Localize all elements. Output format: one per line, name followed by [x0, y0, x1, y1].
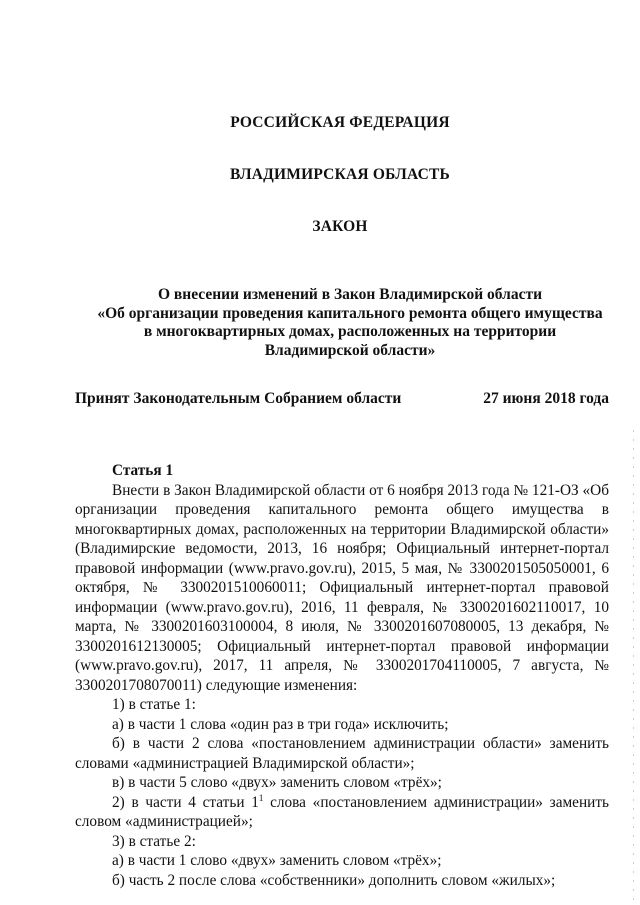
superscript: 1	[258, 792, 264, 803]
list-item: б) в части 2 слова «постановлением администрации области» заменить словами «администрацией Владимирской области»;	[75, 735, 609, 772]
law-title-line: О внесении изменений в Закон Владимирской области	[157, 286, 543, 303]
adopted-by: Принят Законодательным Собранием области	[75, 390, 402, 407]
adoption-date: 27 июня 2018 года	[483, 390, 609, 407]
list-item: б) часть 2 после слова «собственники» дополнить словом «жилых»;	[112, 871, 556, 889]
country-heading: РОССИЙСКАЯ ФЕДЕРАЦИЯ	[230, 114, 450, 131]
law-title	[70, 286, 630, 360]
article-intro-paragraph: Внести в Закон Владимирской области от 6 ноября 2013 года № 121-ОЗ «Об организации проведения капитального ремонта общего имущества в многоквартирных домах, расположенных на территории Владимирской области» (Владимирские ведомости, 2013, 16 ноября; Официальный интернет-портал правовой информации (www.pravo.gov.ru), 2015, 5 мая, № 3300201505050001, 6 октября, № 3300201510060011; Официальный интернет-портал правовой информации (www.pravo.gov.ru), 2016, 11 февраля, № 3300201602110017, 10 марта, № 3300201603100004, 8 июля, № 3300201607080005, 13 декабря, № 3300201612130005; Официальный интернет-портал правовой информации (www.pravo.gov.ru), 2017, 11 апреля, № 3300201704110005, 7 августа, № 3300201708070011) следующие изменения:	[75, 481, 609, 694]
adoption-line	[75, 390, 609, 408]
list-item-text: слова «постановлением администрации» заменить словом «администрацией»;	[75, 793, 609, 830]
law-title-line: «Об организации проведения капитального ремонта общего имущества	[97, 304, 603, 322]
list-item: а) в части 1 слово «двух» заменить словом «трёх»;	[112, 852, 442, 869]
list-item: а) в части 1 слова «один раз в три года» исключить;	[112, 715, 449, 733]
region-heading: ВЛАДИМИРСКАЯ ОБЛАСТЬ	[230, 166, 450, 183]
list-item-text: 2) в части 4 статьи 1	[112, 793, 259, 811]
document-type-heading: ЗАКОН	[312, 218, 368, 235]
list-item: 1) в статье 1:	[112, 696, 196, 713]
list-item: 3) в статье 2:	[112, 832, 196, 850]
scan-edge-mark	[633, 430, 634, 900]
law-title-line: в многоквартирных домах, расположенных на территории	[143, 323, 557, 340]
law-title-line: Владимирской области»	[264, 341, 436, 359]
list-item	[75, 793, 609, 832]
article-heading: Статья 1	[112, 462, 174, 479]
list-item: в) в части 5 слово «двух» заменить словом «трёх»;	[112, 774, 442, 791]
document-body	[75, 461, 609, 890]
